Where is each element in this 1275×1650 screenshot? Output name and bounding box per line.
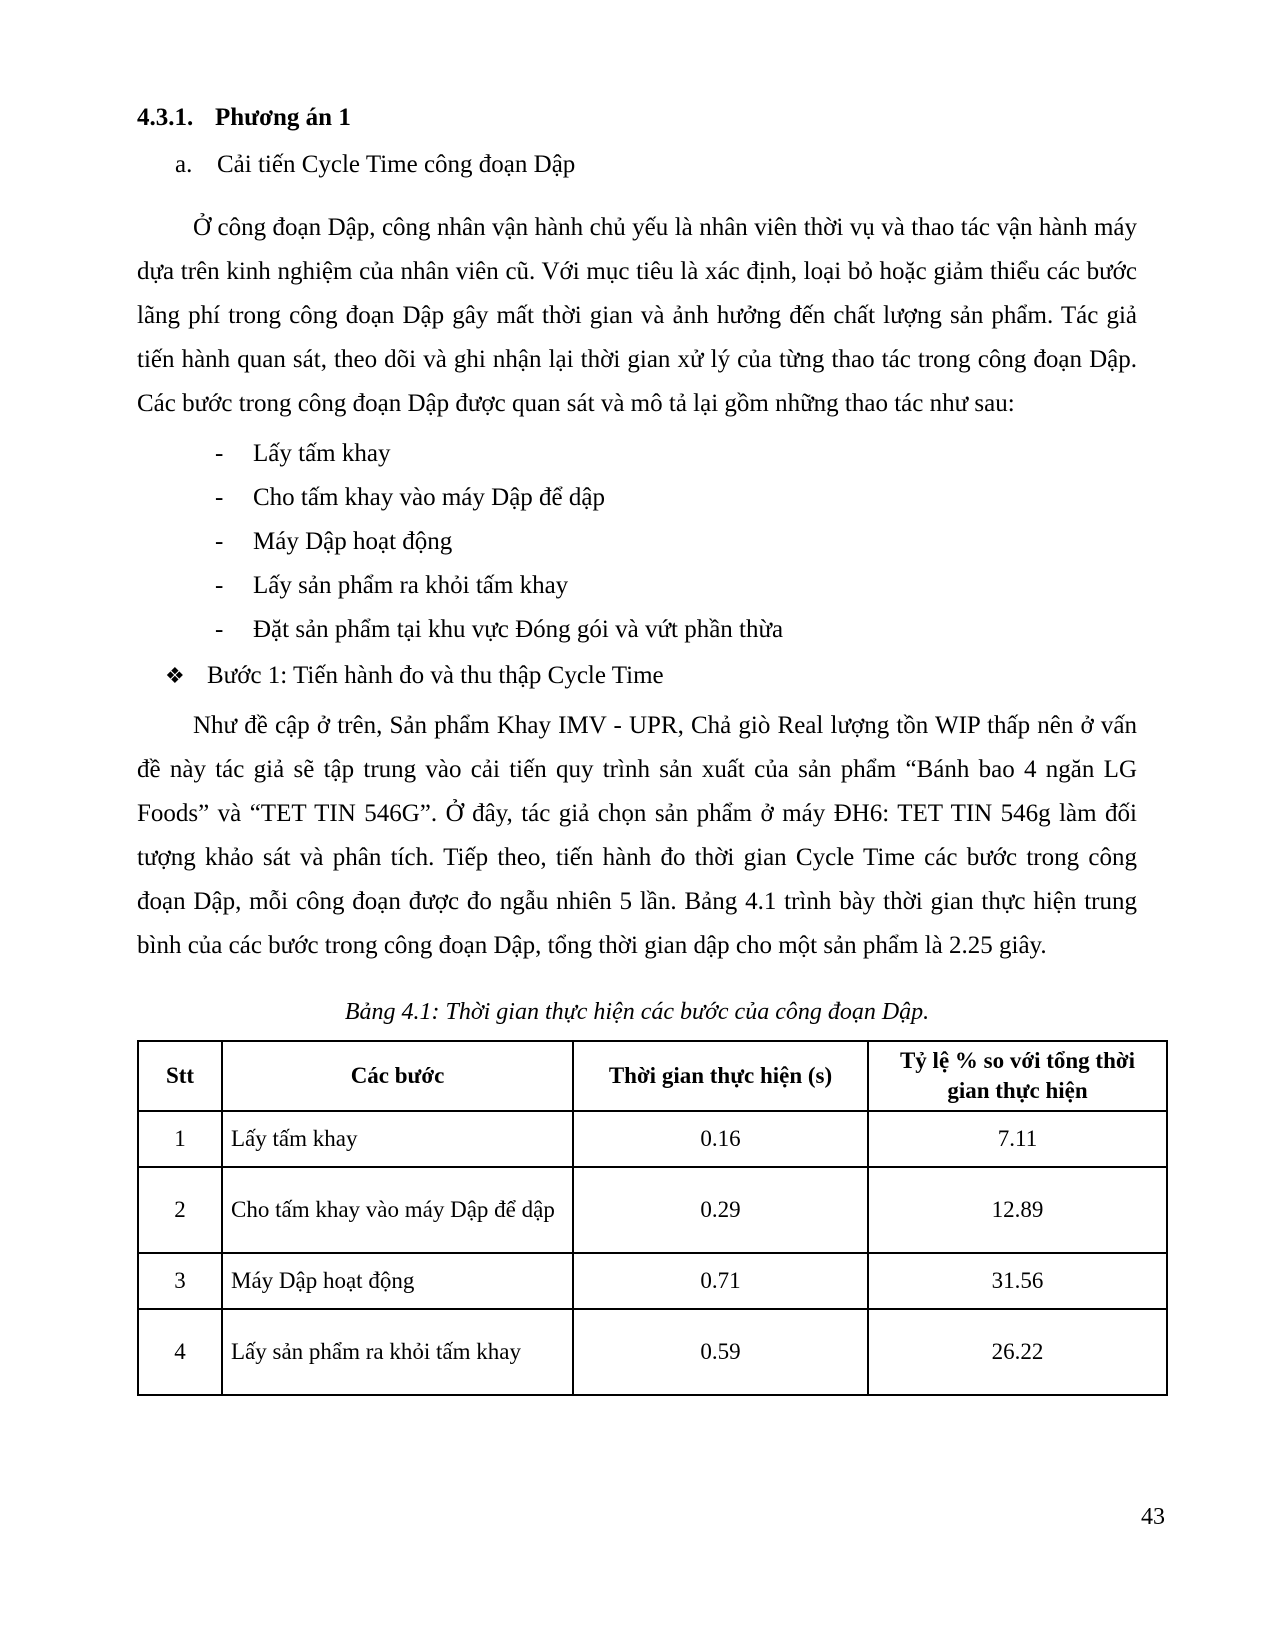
- subsection-heading: [137, 151, 1137, 180]
- list-item: [215, 520, 1137, 564]
- cell-percent: 31.56: [868, 1253, 1167, 1309]
- column-header-stt: Stt: [138, 1041, 222, 1111]
- page-content: [137, 104, 1137, 1396]
- table-row: [138, 1167, 1167, 1253]
- cell-stt: 1: [138, 1111, 222, 1167]
- dash-bullet-icon: -: [215, 483, 224, 511]
- cell-step: Lấy sản phẩm ra khỏi tấm khay: [222, 1309, 573, 1395]
- cell-step: Máy Dập hoạt động: [222, 1253, 573, 1309]
- cell-percent: 26.22: [868, 1309, 1167, 1395]
- table-header: [138, 1041, 1167, 1111]
- cell-stt: 2: [138, 1167, 222, 1253]
- paragraph-method: Như đề cập ở trên, Sản phẩm Khay IMV - UPR, Chả giò Real lượng tồn WIP thấp nên ở vấn đề này tác giả sẽ tập trung vào cải tiến quy trình sản xuất của sản phẩm “Bánh bao 4 ngăn LG Foods” và “TET TIN 546G”. Ở đây, tác giả chọn sản phẩm ở máy ĐH6: TET TIN 546g làm đối tượng khảo sát và phân tích. Tiếp theo, tiến hành đo thời gian Cycle Time các bước trong công đoạn Dập, mỗi công đoạn được đo ngẫu nhiên 5 lần. Bảng 4.1 trình bày thời gian thực hiện trung bình của các bước trong công đoạn Dập, tổng thời gian dập cho một sản phẩm là 2.25 giây.: [137, 711, 1137, 959]
- column-header-time: Thời gian thực hiện (s): [573, 1041, 868, 1111]
- table-body: [138, 1111, 1167, 1395]
- column-header-steps: Các bước: [222, 1041, 573, 1111]
- step-heading-label: Bước 1: Tiến hành đo và thu thập Cycle Time: [207, 661, 664, 689]
- list-item: [215, 432, 1137, 476]
- list-item-label: Cho tấm khay vào máy Dập để dập: [253, 483, 605, 511]
- list-item-label: Đặt sản phẩm tại khu vực Đóng gói và vứt phần thừa: [253, 615, 784, 643]
- cell-step: Cho tấm khay vào máy Dập để dập: [222, 1167, 573, 1253]
- table-row: [138, 1309, 1167, 1395]
- section-heading-number: 4.3.1.: [137, 104, 194, 131]
- list-item: [215, 476, 1137, 520]
- cycle-time-table: [137, 1040, 1168, 1396]
- table-header-row: [138, 1041, 1167, 1111]
- table-row: [138, 1111, 1167, 1167]
- step-heading-buoc-1: [137, 654, 1137, 698]
- list-item-label: Lấy tấm khay: [253, 439, 391, 467]
- subsection-title: Cải tiến Cycle Time công đoạn Dập: [217, 150, 576, 178]
- cell-time: 0.16: [573, 1111, 868, 1167]
- section-heading: [137, 104, 1137, 133]
- list-item: [215, 608, 1137, 652]
- table-row: [138, 1253, 1167, 1309]
- subsection-marker: a.: [175, 150, 193, 178]
- cell-step: Lấy tấm khay: [222, 1111, 573, 1167]
- page-number: 43: [1141, 1504, 1165, 1530]
- dash-bullet-icon: -: [215, 615, 224, 643]
- section-heading-title: Phương án 1: [215, 104, 351, 131]
- cell-percent: 7.11: [868, 1111, 1167, 1167]
- list-item: [215, 564, 1137, 608]
- cell-time: 0.29: [573, 1167, 868, 1253]
- step-bullet-list: [137, 432, 1137, 652]
- cell-stt: 4: [138, 1309, 222, 1395]
- cell-time: 0.71: [573, 1253, 868, 1309]
- paragraph-intro: Ở công đoạn Dập, công nhân vận hành chủ yếu là nhân viên thời vụ và thao tác vận hành máy dựa trên kinh nghiệm của nhân viên cũ. Với mục tiêu là xác định, loại bỏ hoặc giảm thiểu các bước lãng phí trong công đoạn Dập gây mất thời gian và ảnh hưởng đến chất lượng sản phẩm. Tác giả tiến hành quan sát, theo dõi và ghi nhận lại thời gian xử lý của từng thao tác trong công đoạn Dập. Các bước trong công đoạn Dập được quan sát và mô tả lại gồm những thao tác như sau:: [137, 213, 1137, 417]
- cell-time: 0.59: [573, 1309, 868, 1395]
- list-item-label: Lấy sản phẩm ra khỏi tấm khay: [253, 571, 569, 599]
- dash-bullet-icon: -: [215, 571, 224, 599]
- dash-bullet-icon: -: [215, 527, 224, 555]
- dash-bullet-icon: -: [215, 439, 224, 467]
- cell-stt: 3: [138, 1253, 222, 1309]
- cell-percent: 12.89: [868, 1167, 1167, 1253]
- list-item-label: Máy Dập hoạt động: [253, 527, 453, 555]
- table-caption: Bảng 4.1: Thời gian thực hiện các bước của công đoạn Dập.: [344, 998, 930, 1025]
- diamond-bullet-icon: ❖: [165, 662, 185, 688]
- column-header-percent: Tỷ lệ % so với tổng thời gian thực hiện: [868, 1041, 1167, 1111]
